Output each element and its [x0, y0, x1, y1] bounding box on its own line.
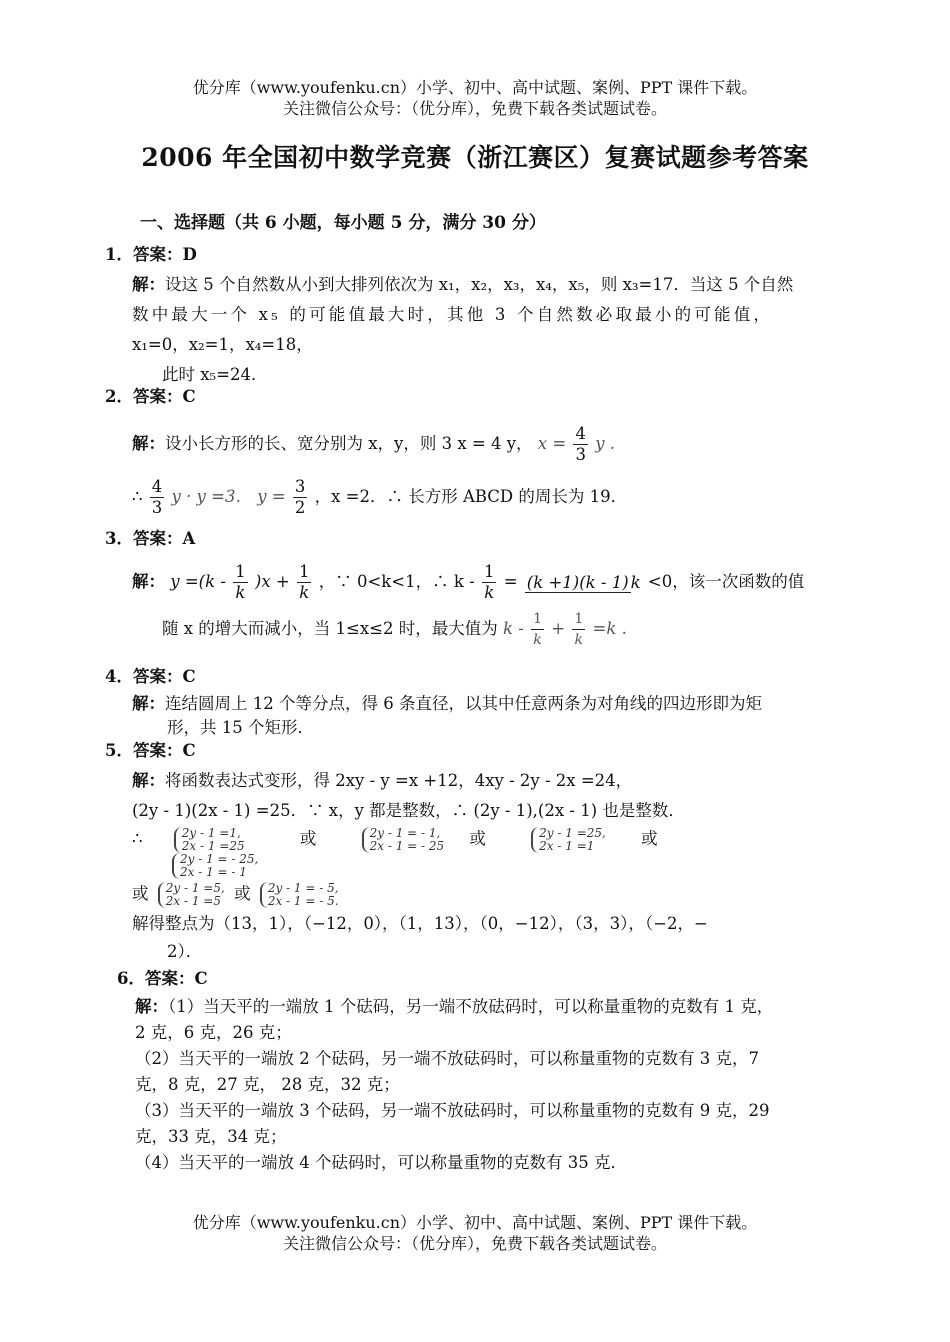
therefore-symbol: ∴ — [132, 829, 143, 848]
or-label: 或 — [469, 829, 486, 848]
numerator: 1 — [531, 609, 544, 630]
solution-text: （3）当天平的一端放 3 个砝码，另一端不放砝码时，可以称量重物的克数有 9 克，29 — [135, 1101, 770, 1120]
answer-label: 答案：C — [144, 969, 208, 988]
equation: 2x - 1 = - 25 — [369, 838, 445, 853]
header-line-1: 优分库（www.youfenku.cn）小学、初中、高中试题、案例、PPT 课件下载。 — [192, 78, 758, 97]
solution-text: 连结圆周上 12 个等分点，得 6 条直径，以其中任意两条为对角线的四边形即为矩 — [165, 694, 762, 713]
denominator: k — [533, 632, 542, 648]
solution-text: 设小长方形的长、宽分别为 x，y，则 3 x = 4 y， — [165, 434, 533, 453]
section-heading: 一、选择题（共 6 小题，每小题 5 分，满分 30 分） — [140, 213, 546, 233]
footer-line-2: 关注微信公众号：（优分库），免费下载各类试题试卷。 — [282, 1234, 667, 1253]
solution-label: 解： — [132, 275, 165, 294]
answer-label: 答案：C — [132, 741, 196, 760]
question-number: 5． — [105, 741, 133, 760]
equation: 2y - 1 = - 5, — [267, 880, 339, 895]
solution-text: （4）当天平的一端放 4 个砝码时，可以称量重物的克数有 35 克． — [135, 1153, 627, 1172]
numerator: 3 — [294, 477, 306, 496]
equation: y · y =3． y = — [171, 487, 286, 506]
answer-label: 答案：D — [132, 245, 197, 264]
fraction — [293, 477, 308, 518]
equation-system — [174, 827, 245, 853]
equation: )x + — [254, 572, 290, 591]
equation: =k . — [592, 619, 627, 638]
equation: 2y - 1 = - 1, — [369, 825, 441, 840]
question-number: 3． — [105, 529, 133, 548]
solution-text: 解得整点为（13，1），（−12，0），（1，13），（0，−12），（3，3），（−2，− — [132, 914, 708, 933]
equation: k - — [503, 619, 524, 638]
solution-text: （1）当天平的一端放 1 个砝码，另一端不放砝码时，可以称量重物的克数有 1 克， — [168, 997, 774, 1016]
solution-text: 将函数表达式变形，得 2xy - y =x +12，4xy - 2y - 2x =24， — [165, 771, 633, 790]
fraction — [525, 573, 641, 593]
solution-text: 此时 x₅=24． — [162, 365, 268, 384]
solution-text: 数中最大一个 x₅ 的可能值最大时，其他 3 个自然数必取最小的可能值， — [132, 305, 774, 324]
fraction — [572, 609, 585, 650]
page-title: 2006 年全国初中数学竞赛（浙江赛区）复赛试题参考答案 — [141, 143, 809, 172]
solution-text: 设这 5 个自然数从小到大排列依次为 x₁，x₂，x₃，x₄，x₅，则 x₃=17．当这 5 个自然 — [165, 275, 794, 294]
solution-text: 克，33 克，34 克； — [135, 1127, 287, 1146]
numerator: (k +1)(k - 1) — [526, 572, 629, 592]
fraction — [150, 477, 165, 518]
solution-text: 2）． — [167, 942, 203, 961]
solution-text: 形，共 15 个矩形． — [167, 718, 314, 737]
fraction — [573, 424, 588, 465]
denominator: k — [235, 583, 246, 602]
answer-label: 答案：A — [132, 529, 196, 548]
equation: 2x - 1 =5 — [165, 893, 221, 908]
solution-label: 解： — [132, 434, 165, 453]
denominator: 3 — [575, 445, 586, 464]
denominator: 3 — [151, 498, 163, 517]
solution-text: 随 x 的增大而减小，当 1≤x≤2 时，最大值为 — [162, 619, 498, 638]
denominator: 2 — [294, 498, 306, 517]
fraction — [233, 562, 248, 603]
page-footer — [0, 1212, 950, 1254]
question-number: 6． — [117, 969, 145, 988]
solution-text: x₁=0，x₂=1，x₄=18， — [132, 335, 313, 354]
solution-label: 解： — [132, 771, 165, 790]
equation: 2x - 1 = - 5. — [267, 893, 339, 908]
question-6 — [117, 964, 867, 1176]
solution-label: 解： — [135, 997, 168, 1016]
solution-label: 解： — [132, 694, 165, 713]
answer-label: 答案：C — [132, 387, 196, 406]
answer-label: 答案：C — [132, 667, 196, 686]
question-4 — [105, 662, 855, 740]
solution-text: （2）当天平的一端放 2 个砝码，另一端不放砝码时，可以称量重物的克数有 3 克，7 — [135, 1049, 759, 1068]
denominator: k — [630, 572, 641, 592]
fraction — [297, 562, 312, 603]
equation: y . — [595, 434, 615, 453]
header-line-2: 关注微信公众号：（优分库），免费下载各类试题试卷。 — [282, 99, 667, 118]
numerator: 1 — [572, 609, 585, 630]
question-number: 1． — [105, 245, 133, 264]
solution-text: ，x =2．∴ 长方形 ABCD 的周长为 19． — [314, 487, 628, 506]
equation: y =(k - — [170, 572, 226, 591]
question-5 — [105, 736, 855, 965]
solution-text: 2 克，6 克，26 克； — [135, 1023, 292, 1042]
equation-system — [531, 827, 606, 853]
denominator: k — [484, 583, 495, 602]
equation: 2y - 1 =25, — [539, 825, 606, 840]
equation-system — [158, 882, 225, 908]
numerator: 4 — [151, 477, 163, 496]
solution-text: ，∵ 0<k<1，∴ k - — [318, 572, 475, 591]
question-number: 2． — [105, 387, 133, 406]
equation-system — [172, 853, 258, 879]
numerator: 1 — [483, 562, 495, 581]
equation-system — [260, 882, 339, 908]
numerator: 1 — [298, 562, 310, 581]
equation: 2y - 1 =5, — [165, 880, 225, 895]
numerator: 4 — [575, 424, 586, 443]
denominator: k — [574, 632, 584, 648]
denominator: k — [299, 583, 310, 602]
equation: 2x - 1 =1 — [539, 838, 595, 853]
question-1 — [105, 240, 855, 390]
solution-text: <0，该一次函数的值 — [647, 572, 805, 591]
therefore-symbol: ∴ — [132, 487, 143, 506]
equation: x = — [537, 434, 567, 453]
or-label: 或 — [234, 884, 251, 903]
numerator: 1 — [235, 562, 246, 581]
question-3 — [105, 524, 855, 650]
solution-text: 克，8 克，27 克， 28 克，32 克； — [135, 1075, 400, 1094]
equation: 2x - 1 = - 1 — [180, 865, 247, 879]
fraction — [531, 609, 544, 650]
equation: 2y - 1 =1, — [181, 825, 241, 840]
equation: = — [503, 572, 518, 591]
footer-line-1: 优分库（www.youfenku.cn）小学、初中、高中试题、案例、PPT 课件下载。 — [192, 1213, 758, 1232]
page-header — [0, 77, 950, 119]
question-2 — [105, 382, 855, 518]
equation: 2x - 1 =25 — [181, 838, 245, 853]
or-label: 或 — [641, 829, 658, 848]
solution-label: 解： — [132, 572, 165, 591]
equation-system — [362, 827, 445, 853]
or-label: 或 — [132, 884, 149, 903]
solution-text: (2y - 1)(2x - 1) =25．∵ x，y 都是整数，∴ (2y - 1),(2x - 1) 也是整数． — [132, 801, 685, 820]
question-number: 4． — [105, 667, 133, 686]
equation: + — [551, 619, 566, 638]
or-label: 或 — [299, 829, 317, 848]
fraction — [482, 562, 497, 603]
equation: 2y - 1 = - 25, — [180, 852, 259, 866]
